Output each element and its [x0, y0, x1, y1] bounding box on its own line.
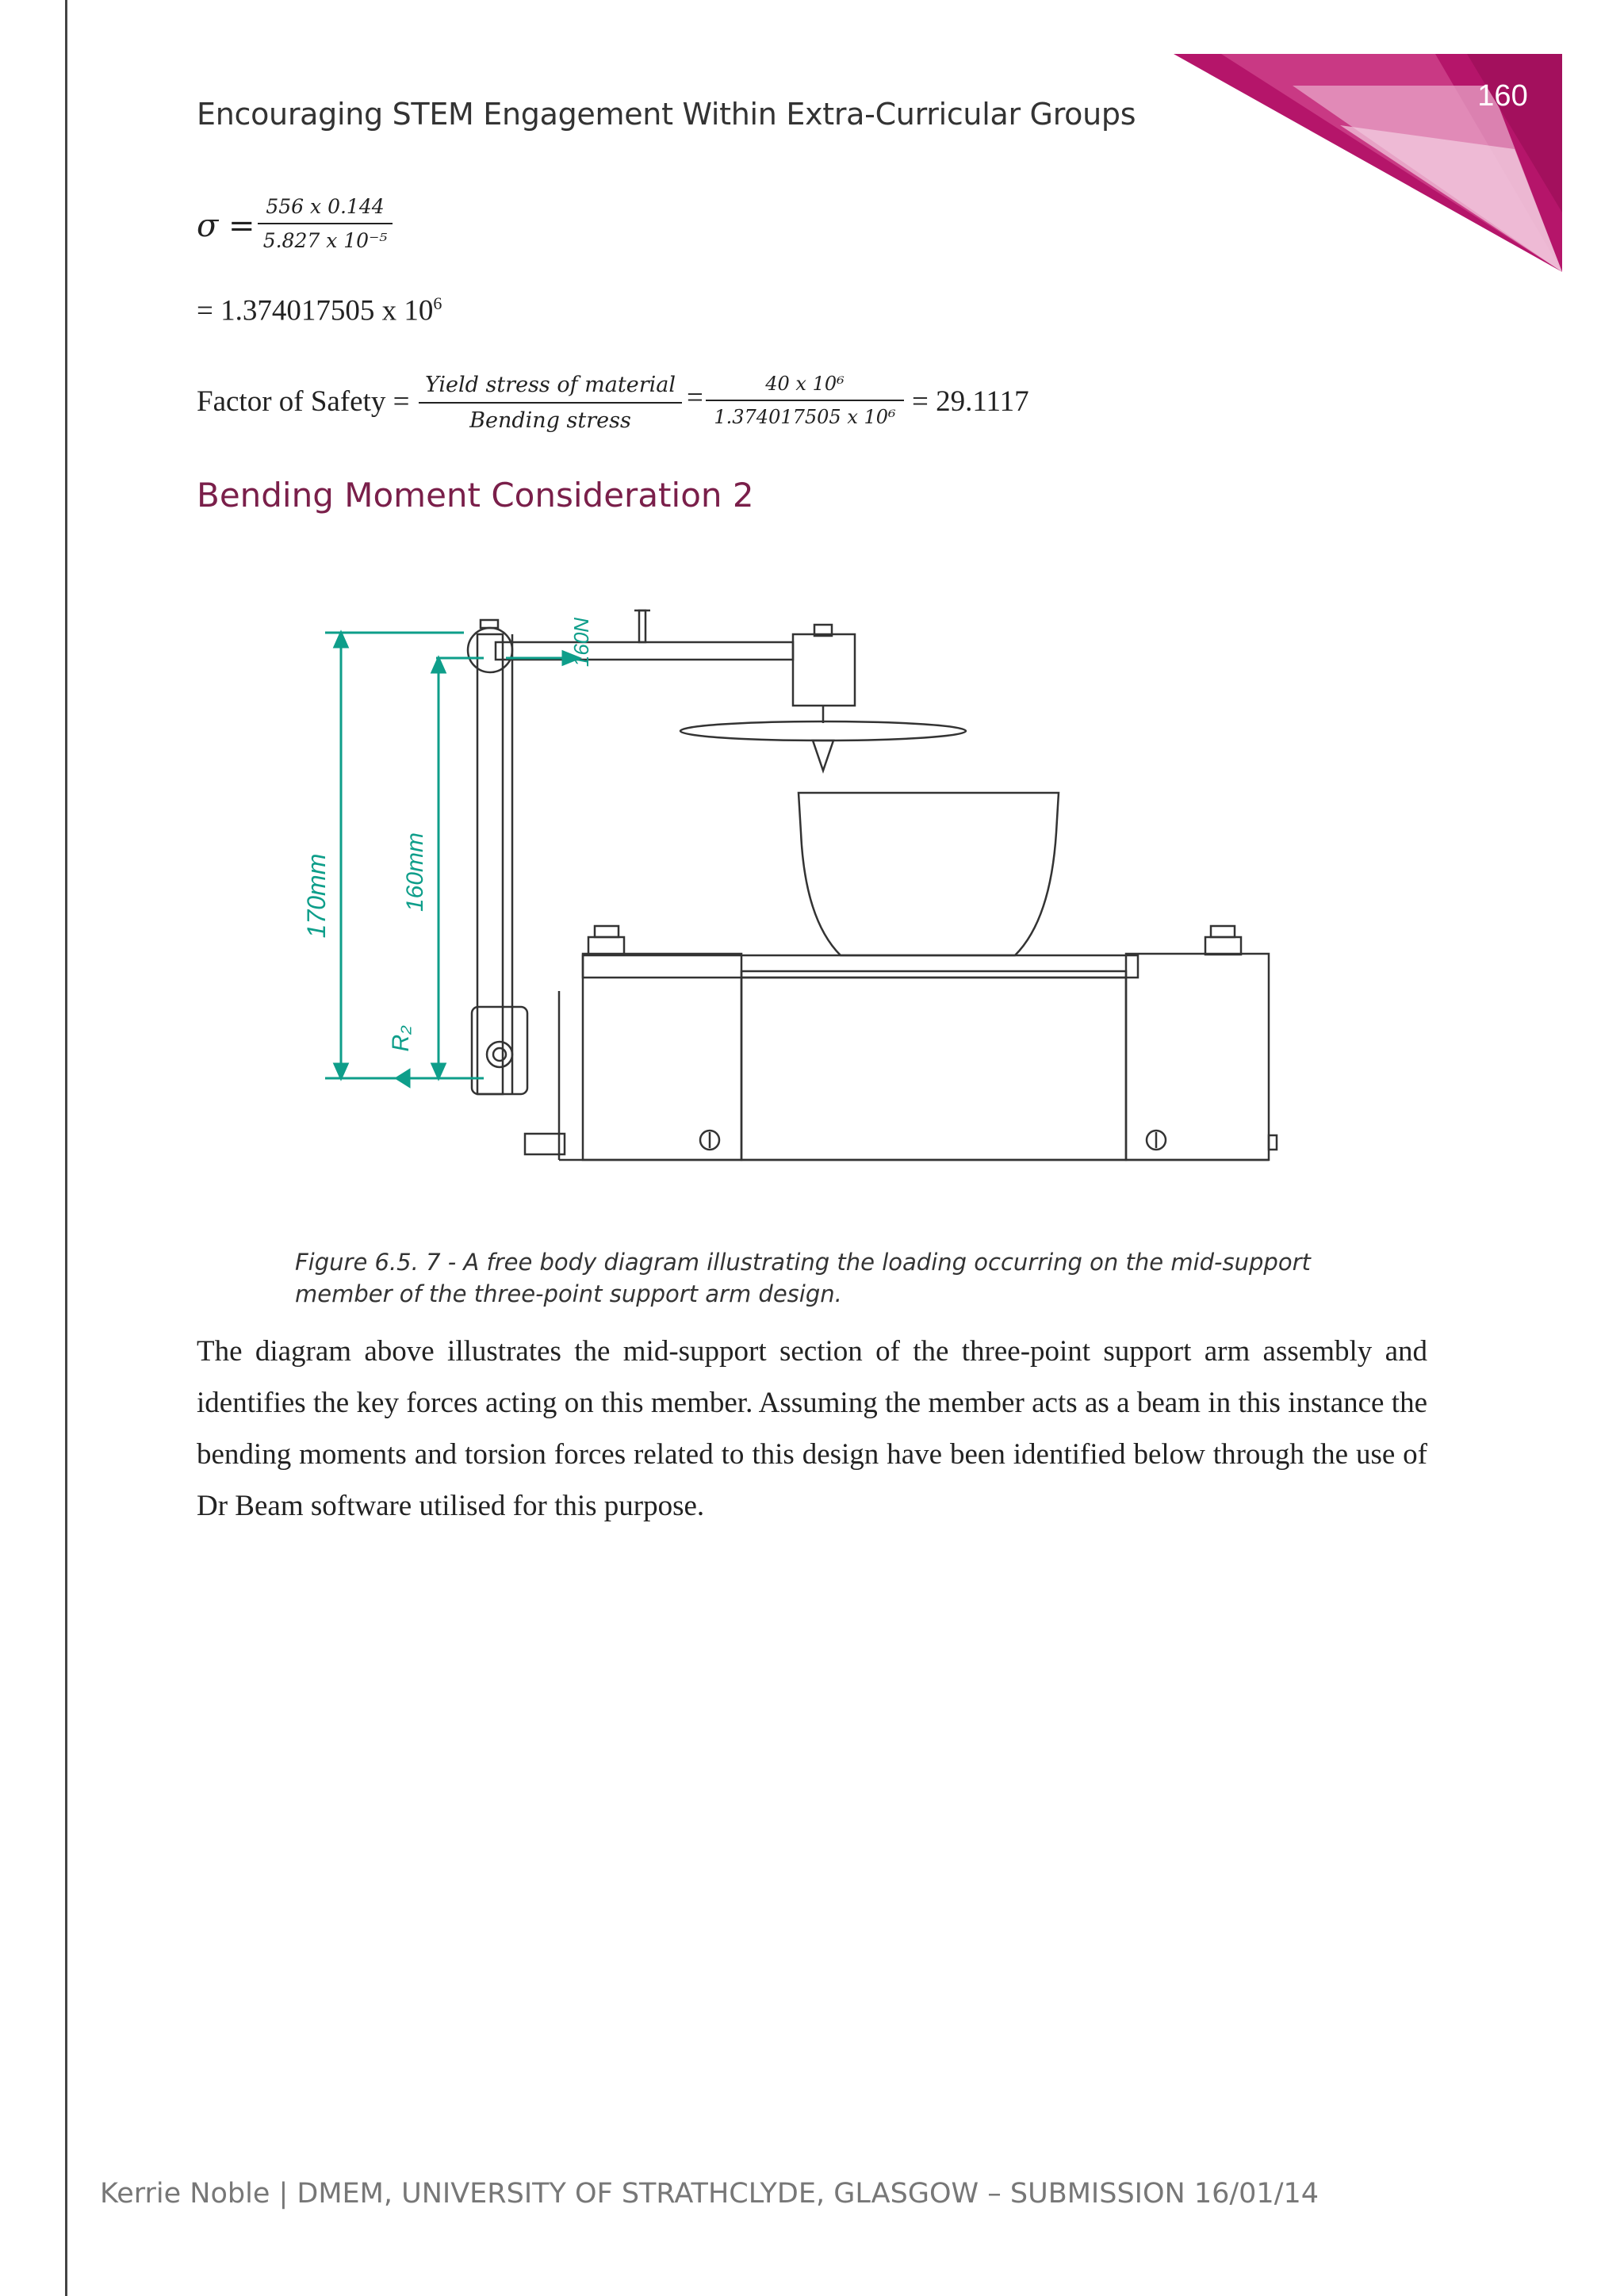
fos-fraction-values — [706, 373, 904, 428]
stress-result-value: = 1.374017505 x 10 — [197, 294, 434, 327]
running-header: Encouraging STEM Engagement Within Extra-Curricular Groups — [197, 97, 1136, 132]
page-footer: Kerrie Noble | DMEM, UNIVERSITY OF STRATHCLYDE, GLASGOW – SUBMISSION 16/01/14 — [100, 2178, 1320, 2210]
fos-denominator: Bending stress — [469, 408, 631, 433]
mid-support-post — [477, 634, 503, 1094]
figure-caption: Figure 6.5. 7 - A free body diagram illustrating the loading occurring on the mid-support member of the three-point support arm design. — [295, 1249, 1311, 1307]
sigma-numerator: 556 x 0.144 — [266, 195, 385, 218]
base-top-plate — [583, 955, 1138, 978]
pivot-nut-icon — [487, 1042, 512, 1067]
fos-fraction-words — [419, 373, 682, 433]
fos-result: = 29.1117 — [912, 385, 1029, 418]
stress-result-exponent: 6 — [433, 293, 442, 313]
fos-equals: = — [687, 381, 703, 414]
bowl — [799, 793, 1059, 955]
fraction-bar — [706, 400, 904, 401]
disc — [680, 721, 966, 740]
factor-of-safety-label: Factor of Safety = — [197, 385, 410, 418]
page-number: 160 — [1477, 79, 1528, 113]
motor-block — [793, 634, 855, 706]
label-160mm: 160mm — [402, 832, 428, 913]
fos-numerator: Yield stress of material — [425, 373, 676, 397]
body-paragraph: The diagram above illustrates the mid-support section of the three-point support arm assembly and identifies the key forces acting on this member. Assuming the member acts as a beam in this instance the bending moments and torsion forces related to this design have been identified below through the use of Dr Beam software utilised for this purpose. — [197, 1335, 1427, 1522]
fraction-bar — [258, 223, 393, 224]
sigma-lhs: σ = — [197, 208, 255, 244]
right-housing — [1126, 954, 1269, 1160]
sigma-denominator: 5.827 x 10⁻⁵ — [262, 229, 388, 252]
label-load: 160N — [569, 617, 593, 668]
fos-numerator-value: 40 x 10⁶ — [765, 373, 845, 395]
fos-denominator-value: 1.374017505 x 10⁶ — [714, 406, 896, 428]
label-r2: R₂ — [388, 1025, 414, 1052]
sigma-fraction — [258, 195, 393, 252]
base-middle — [741, 971, 1126, 1160]
label-170mm: 170mm — [302, 853, 331, 939]
fraction-bar — [419, 402, 682, 404]
left-housing — [583, 954, 741, 1160]
left-margin-rule — [65, 0, 67, 2296]
free-body-diagram — [293, 547, 1332, 1213]
stress-result — [197, 293, 442, 327]
section-heading: Bending Moment Consideration 2 — [197, 476, 754, 515]
